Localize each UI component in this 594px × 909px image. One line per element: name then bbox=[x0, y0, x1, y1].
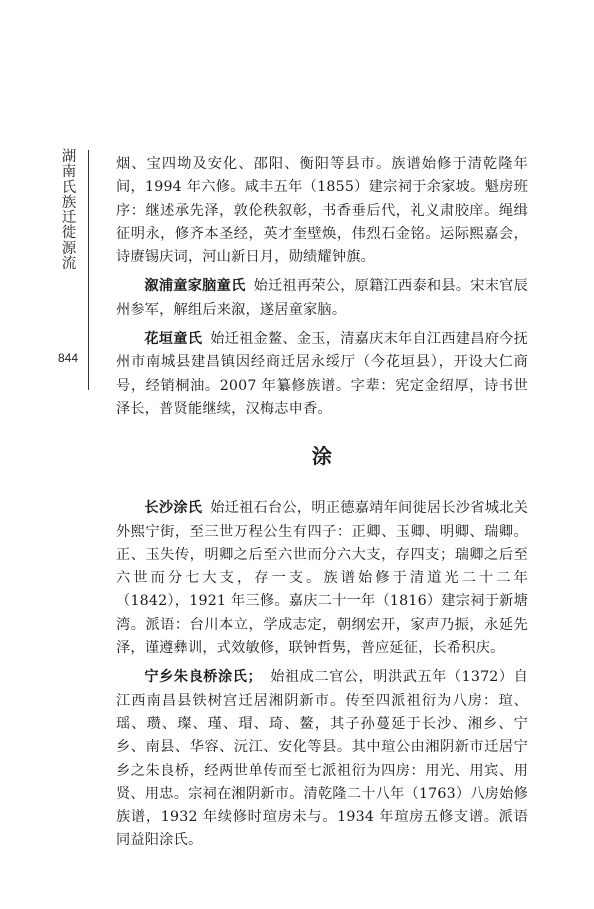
paragraph-changsha-tu bbox=[116, 497, 528, 660]
paragraph-text: 始祖成二官公，明洪武五年（1372）自江西南昌县铁树宫迁居湘阴新市。传至四派祖衍为八房：瑄、瑶、瓒、璨、瑾、瑁、琦、鳌，其子孙蔓延于长沙、湘乡、宁乡、南县、华容、沅江、安化等县。其中瑄公由湘阴新市迁居宁乡之朱良桥，经两世单传而至七派祖衍为四房：用光、用宾、用贤、用忠。宗祠在湘阴新市。清乾隆二十八年（1763）八房始修族谱，1932 年续修时瑄房未与。1934 年瑄房五修支谱。派语同益阳涂氏。 bbox=[116, 669, 528, 849]
clan-name: 花垣童氏 bbox=[144, 331, 203, 348]
page-number: 844 bbox=[58, 351, 79, 365]
paragraph-xupu-tong bbox=[116, 275, 528, 322]
running-title: 湖南氏族迁徙源流 bbox=[61, 149, 77, 273]
section-heading: 涂 bbox=[311, 444, 333, 469]
clan-name: 溆浦童家脑童氏 bbox=[144, 278, 246, 295]
paragraph-text: 始迁祖石台公，明正德嘉靖年间徙居长沙省城北关外熙宁街，至三世万程公生有四子：正卿、玉卿、明卿、瑞卿。正、玉失传，明卿之后至六世而分六大支，存四支；瑞卿之后至六世而分七大支，存一支。族谱始修于清道光二十二年（1842），1921 年三修。嘉庆二十一年（1816）建宗祠于新塘湾。派语：台川本立，学成志定，朝纲宏开，家声乃振，永延先泽，谨遵彝训，式效敏修，联钟哲隽，普应延征，长希积庆。 bbox=[116, 500, 528, 657]
margin-rule bbox=[88, 150, 89, 390]
page-body bbox=[116, 153, 528, 859]
paragraph-ningxiang-tu bbox=[116, 666, 528, 852]
paragraph-continued: 烟、宝四坳及安化、邵阳、衡阳等县市。族谱始修于清乾隆年间，1994 年六修。咸丰五年（1855）建宗祠于余家坡。魁房班序：继述承先泽，敦伦秩叙彰，书香垂后代，礼义肃胶庠。绳缉征明永，修齐本圣经，英才奎壁焕，伟烈石金铭。运际熙嘉会，诗赓锡庆词，河山新日月，勋绩耀钟旗。 bbox=[116, 156, 528, 266]
paragraph-text: 始迁祖金鳌、金玉，清嘉庆末年自江西建昌府今抚州市南城县建昌镇因经商迁居永绥厅（今花垣县），开设大仁商号，经销桐油。2007 年纂修族谱。字辈：宪定金绍厚，诗书世泽长，普贤能继续，汉梅志申香。 bbox=[116, 331, 528, 417]
clan-name: 宁乡朱良桥涂氏； bbox=[144, 669, 262, 686]
paragraph-text: 始迁祖再荣公，原籍江西泰和县。宋末官辰州参军，解组后来溆，遂居童家脑。 bbox=[116, 278, 528, 318]
paragraph-huayuan-tong bbox=[116, 328, 528, 421]
clan-name: 长沙涂氏 bbox=[144, 500, 203, 517]
